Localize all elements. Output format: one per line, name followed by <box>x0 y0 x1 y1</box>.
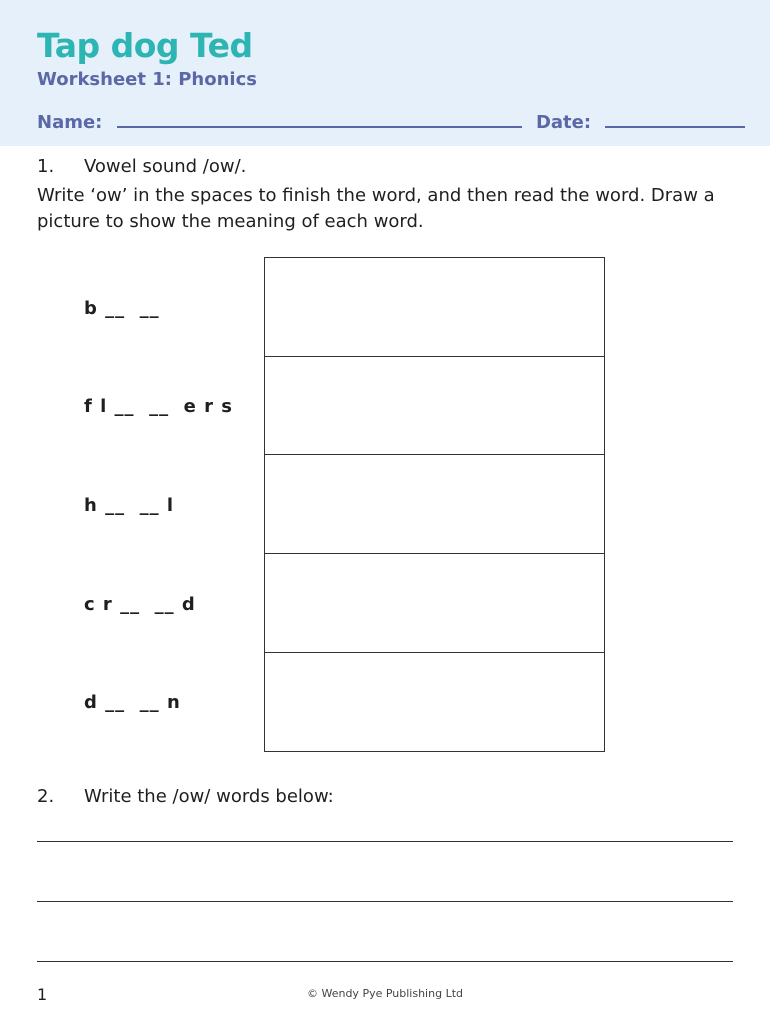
drawing-boxes <box>264 257 605 752</box>
question-2-number: 2. <box>37 786 55 807</box>
question-1-title: Vowel sound /ow/. <box>84 156 247 177</box>
word-blank-2[interactable]: f l __ __ e r s <box>84 396 233 417</box>
drawing-box-4[interactable] <box>265 554 604 653</box>
worksheet-header <box>0 0 770 146</box>
word-blank-5[interactable]: d __ __ n <box>84 692 181 713</box>
writing-line-3[interactable] <box>37 961 733 962</box>
drawing-box-1[interactable] <box>265 258 604 357</box>
name-label: Name: <box>37 112 103 133</box>
worksheet-subtitle: Worksheet 1: Phonics <box>37 69 257 90</box>
word-blank-1[interactable]: b __ __ <box>84 298 160 319</box>
name-date-row <box>37 112 737 133</box>
worksheet-title: Tap dog Ted <box>37 26 253 65</box>
name-blank-line[interactable] <box>117 125 522 128</box>
drawing-box-2[interactable] <box>265 356 604 455</box>
page-number: 1 <box>37 985 48 1004</box>
date-blank-line[interactable] <box>605 125 745 128</box>
writing-line-1[interactable] <box>37 841 733 842</box>
copyright-notice: © Wendy Pye Publishing Ltd <box>306 987 463 1000</box>
word-blank-4[interactable]: c r __ __ d <box>84 594 196 615</box>
drawing-box-3[interactable] <box>265 455 604 554</box>
question-1-number: 1. <box>37 156 55 177</box>
word-blank-3[interactable]: h __ __ l <box>84 495 175 516</box>
question-2-title: Write the /ow/ words below: <box>84 786 334 807</box>
drawing-box-5[interactable] <box>265 653 604 751</box>
writing-line-2[interactable] <box>37 901 733 902</box>
date-label: Date: <box>535 112 592 133</box>
question-1-instructions: Write ‘ow’ in the spaces to finish the word, and then read the word. Draw a picture to show the meaning of each word. <box>37 185 715 232</box>
